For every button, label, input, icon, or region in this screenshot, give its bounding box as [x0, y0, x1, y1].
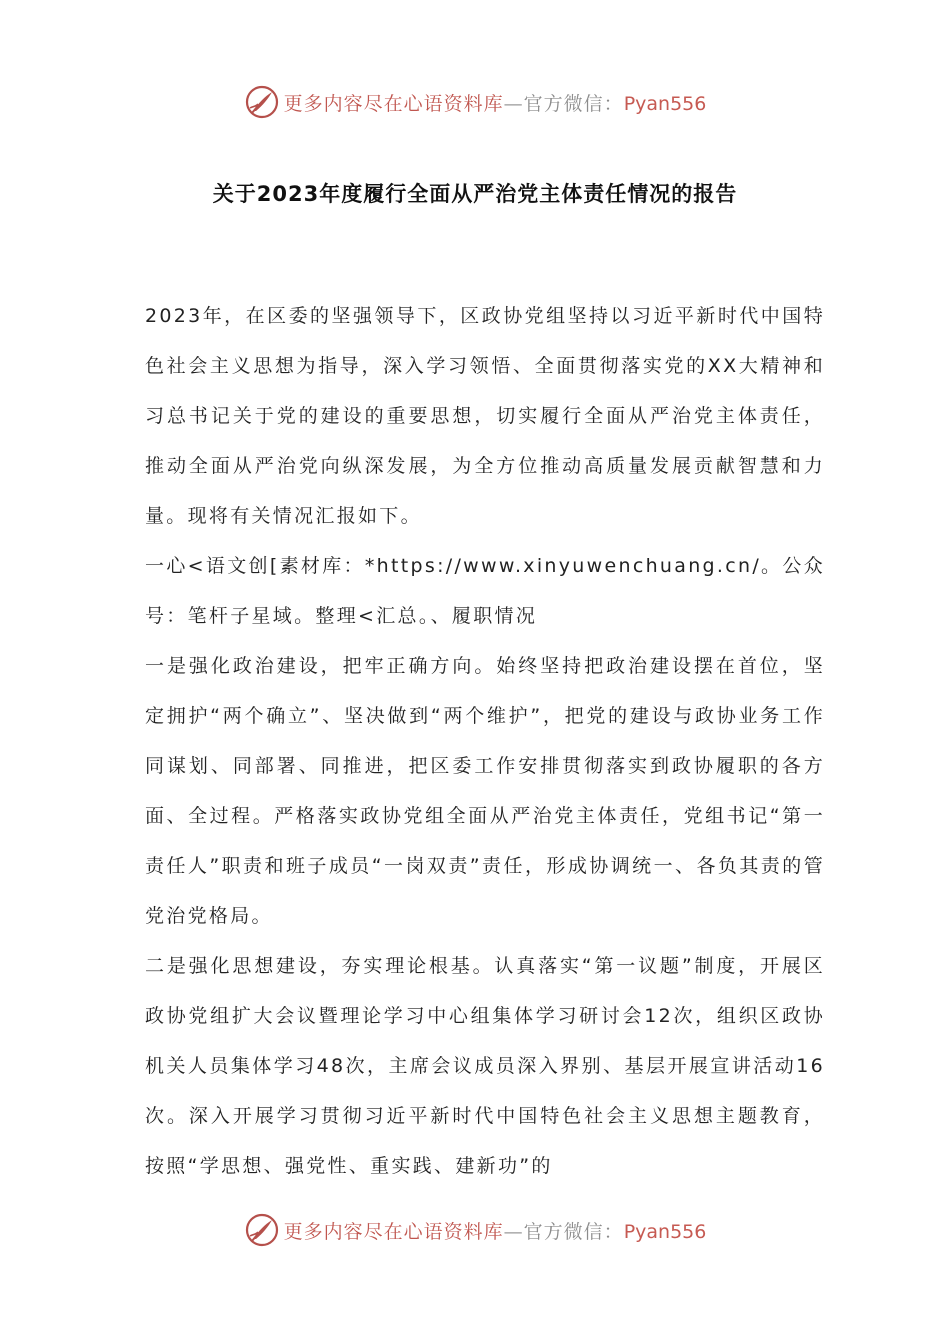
banner-dash: — — [503, 1220, 524, 1243]
banner-wechat-id: Pyan556 — [623, 92, 707, 115]
banner-wechat-id: Pyan556 — [623, 1220, 707, 1243]
paragraph-intro: 2023年，在区委的坚强领导下，区政协党组坚持以习近平新时代中国特色社会主义思想为指导，深入学习领悟、全面贯彻落实党的XX大精神和习总书记关于党的建设的重要思想，切实履行全面从严治党主体责任，推动全面从严治党向纵深发展，为全方位推动高质量发展贡献智慧和力量。现将有关情况汇报如下。 — [145, 305, 825, 527]
document-title: 关于2023年度履行全面从严治党主体责任情况的报告 — [212, 182, 738, 206]
quill-logo-icon — [244, 84, 280, 120]
banner-main-text: 更多内容尽在心语资料库 — [283, 92, 504, 115]
banner-main-text: 更多内容尽在心语资料库 — [283, 1220, 504, 1243]
banner-official-label: 官方微信： — [523, 92, 624, 115]
paragraph-political-building: 一是强化政治建设，把牢正确方向。始终坚持把政治建设摆在首位，坚定拥护“两个确立”、坚决做到“两个维护”，把党的建设与政协业务工作同谋划、同部署、同推进，把区委工作安排贯彻落实到政协履职的各方面、全过程。严格落实政协党组全面从严治党主体责任，党组书记“第一责任人”职责和班子成员“一岗双责”责任，形成协调统一、各负其责的管党治党格局。 — [145, 655, 825, 927]
banner-official-label: 官方微信： — [523, 1220, 624, 1243]
banner-dash: — — [503, 92, 524, 115]
paragraph-ideological-building: 二是强化思想建设，夯实理论根基。认真落实“第一议题”制度，开展区政协党组扩大会议暨理论学习中心组集体学习研讨会12次，组织区政协机关人员集体学习48次，主席会议成员深入界别、基层开展宣讲活动16次。深入开展学习贯彻习近平新时代中国特色社会主义思想主题教育，按照“学思想、强党性、重实践、建新功”的 — [145, 955, 825, 1177]
banner-text — [284, 89, 707, 116]
banner-text — [284, 1217, 707, 1244]
paragraph-section-heading: 一心<语文创[素材库：*https://www.xinyuwenchuang.cn/。公众号：笔杆子星域。整理<汇总。、履职情况 — [145, 555, 825, 627]
document-body — [145, 291, 825, 1191]
footer-banner — [0, 1210, 950, 1250]
header-banner — [0, 82, 950, 122]
quill-logo-icon — [244, 1212, 280, 1248]
